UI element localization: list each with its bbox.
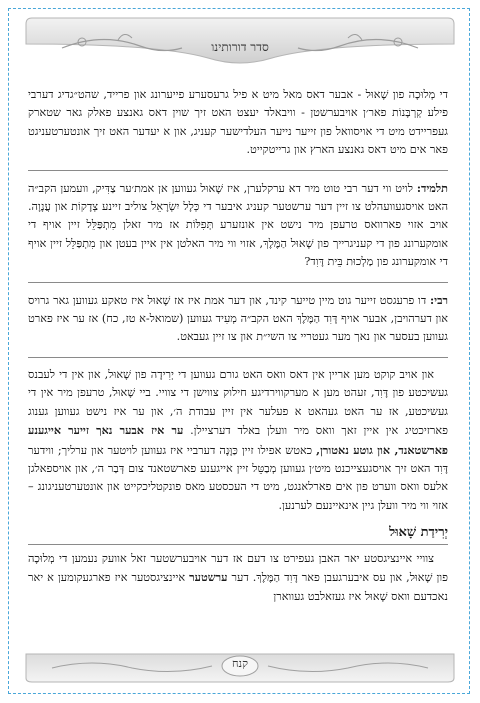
paragraph-rebbe-answer bbox=[28, 291, 448, 347]
section-heading-rule bbox=[28, 544, 448, 545]
comparison-text-c: כאטש אפילו זיין כַּוָּנָה דערביי איז געווען לויטער און ערליך; ווידער דָּוִד האט זיך אויסגעצייכנט מיט׳ן געווען מְבַטֵּל זיין אייגענע פארשטאנד צום דְּבַר ה׳, און אויספאלגן אלעס וואס ווערט פון אים פארלאנגט, מיט די העכסטע מאס פונקטליכקייט און אונטערטעניגונג – אזוי ווי מיר וועלן גיין אינאיינעם לערנען. bbox=[28, 443, 448, 512]
section-text-column bbox=[28, 550, 448, 616]
comparison-text-b: ביי שָׁאוּל, טרעפן מיר אין די געשיכטע, אז ער האט געהאט א פעלער אין זיין עבודת ה׳, און ער איז נישט געווען גענוג פארזיכטיג אין איין זאך וואס מיר וועלן באלד דערציילן. bbox=[28, 386, 448, 438]
paragraph-divider bbox=[28, 170, 448, 171]
comparison-emphasis: ער איז אבער נאך זייער אייגענע פארשטאנד, און גוטע נאטורן, bbox=[28, 423, 448, 457]
paragraph-coronation: די מְלוּכָה פון שָׁאוּל - אבער דאס מאל מיט א פיל גרעסערע פייערונג און פרייד, שהט״גדיג דערבי פילע קְרְבָּנוֹת פאר׳ן אויבערשטן - וויבאלד יעצט האט זיך שוין דאס גאנצע פאלק גאר שטארק געפריידט מיט די אויסוואל פון זייער נייער העלדישער קעניג, און א יעדער האט זיך אונטערטעניגט פאר אים מיט דאס גאנצע הארץ און גרייטקייט. bbox=[28, 88, 448, 157]
student-label: תלמיד: bbox=[416, 180, 448, 195]
decline-text-b: איינציגסטער איז פארגעקומען א יאר נאכדעם וואס שָׁאוּל איז געזאלבט געווארן bbox=[28, 571, 448, 603]
paragraph-comparison bbox=[28, 366, 448, 515]
running-header-title: סדר דורותינו bbox=[211, 40, 269, 54]
section-heading: יְרִידַת שָׁאוּל bbox=[389, 525, 448, 540]
page-number: קנח bbox=[232, 657, 248, 670]
paragraph-decline bbox=[28, 550, 448, 606]
paragraph-divider bbox=[28, 282, 448, 283]
paragraph-divider bbox=[28, 357, 448, 358]
student-question-text: לויט ווי דער רבי טוט מיר דא ערקלערן, איז שָׁאוּל געווען אן אמת׳ער צַדִּיק, וועמען הקב״ה האט אויסגעוועהלט צו זיין דער ערשטער קעניג איבער די כְּלָל יִשְׂרָאֵל צוליב זיינע צְדָקוֹת און עֲנָוָה. אויב אזוי פארוואס טרעפן מיר נישט אין אונזערע תְּפִלּוֹת אז מיר זאלן מִתְפַּלֵּל זיין אויף די אומקערונג פון די קעניגרייך פון שָׁאוּל הַמֶּלֶךְ, אזוי ווי מיר האלטן אין איין בעטן און מִתְפַּלֵּל זיין אויף די אומקערונג פון מַלְכוּת בֵּית דָּוִד? bbox=[28, 181, 448, 269]
comparison-text-a: און אויב קוקט מען אריין אין דאס וואס האט גורם געווען די יְרִידָה פון שָׁאוּל, און אין די לעבנס געשיכטע פון דָּוִד, זעהט מען א מערקווירדיגע חילוק צווישן די צוויי. bbox=[28, 367, 448, 400]
decline-text-a: צוויי איינציגסטע יאר האבן געפירט צו דעם אז דער אויבערשטער זאל אוועק נעמען די מְלוּכָה פון שָׁאוּל, און עס איבערגעבן פאר דָּוִד הַמֶּלֶךְ. דער bbox=[28, 552, 449, 585]
decline-emphasis: ערשטער bbox=[189, 570, 228, 585]
rebbe-label: רבי: bbox=[430, 292, 448, 307]
paragraph-student-question bbox=[28, 179, 448, 272]
main-text-column bbox=[28, 86, 448, 525]
rebbe-answer-text: דו פרעגסט זייער גוט מיין טייער קינד, און דער אמת איז אז שָׁאוּל איז טאקע געווען גאר גרויס און דערהויבן, אבער אויף דָּוִד הַמֶּלֶךְ האט הקב״ה מְעִיד געווען (שמואל-א טז, כח) אז ער איז פארט געווען בעסער און נאך מער געטריי צו השי״ת און צו זיין געבאט. bbox=[28, 293, 448, 344]
